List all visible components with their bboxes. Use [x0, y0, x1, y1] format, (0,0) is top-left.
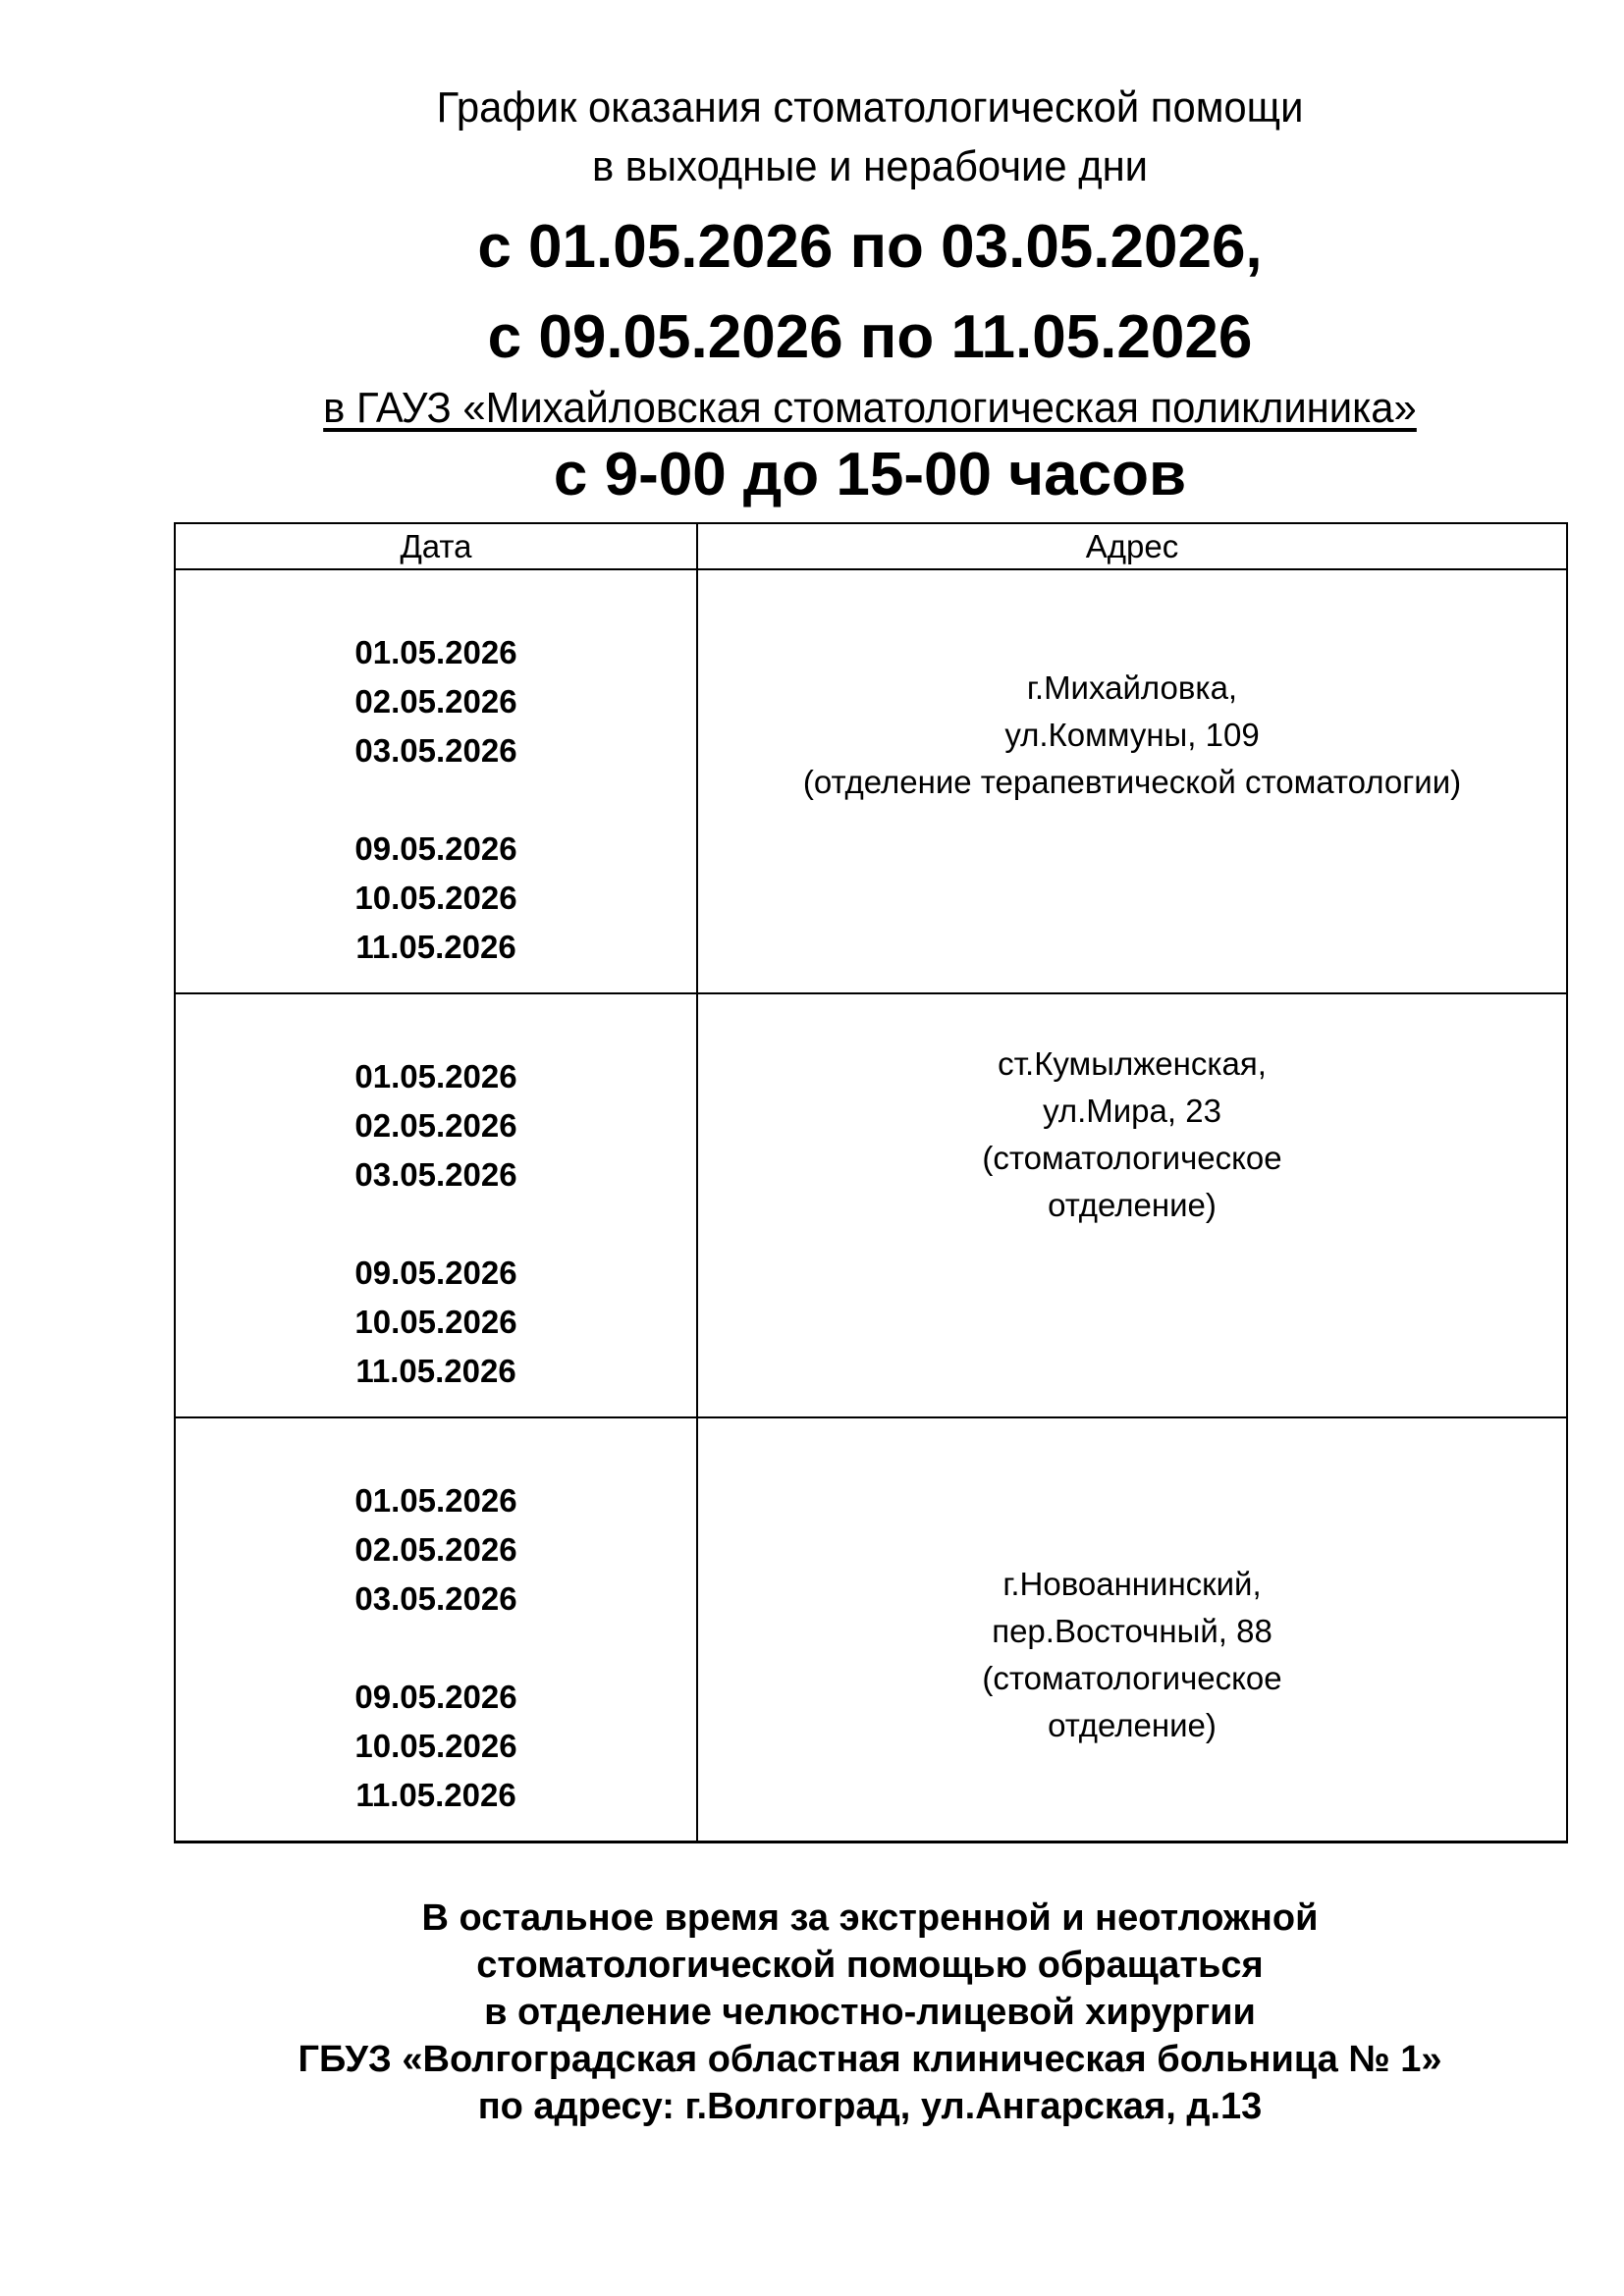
date-line: 10.05.2026	[354, 1304, 517, 1340]
address-line: пер.Восточный, 88	[992, 1613, 1272, 1649]
date-line: 01.05.2026	[354, 634, 517, 670]
address-cell	[697, 1417, 1567, 1842]
address-line: г.Михайловка,	[1026, 669, 1238, 706]
date-line: 09.05.2026	[354, 830, 517, 867]
date-line: 02.05.2026	[354, 1107, 517, 1144]
address-line: ст.Кумылженская,	[998, 1045, 1267, 1082]
date-line: 03.05.2026	[354, 1580, 517, 1617]
working-hours-line: с 9-00 до 15-00 часов	[553, 441, 1187, 508]
date-line: 03.05.2026	[354, 1156, 517, 1193]
date-line: 11.05.2026	[355, 929, 516, 965]
date-line: 01.05.2026	[354, 1058, 517, 1095]
date-line: 10.05.2026	[354, 880, 517, 916]
address-column-header: Адрес	[697, 523, 1567, 569]
schedule-period-line1: с 01.05.2026 по 03.05.2026,	[477, 213, 1263, 281]
address-block	[698, 1510, 1566, 1749]
schedule-period	[174, 202, 1566, 383]
table-row	[175, 993, 1567, 1417]
date-column-header: Дата	[175, 523, 697, 569]
schedule-table	[174, 522, 1568, 1843]
date-line: 10.05.2026	[354, 1728, 517, 1764]
date-line: 11.05.2026	[355, 1777, 516, 1813]
date-cell	[175, 1417, 697, 1842]
page-title-line2: в выходные и нерабочие дни	[591, 142, 1149, 190]
address-line: г.Новоаннинский,	[1002, 1566, 1262, 1602]
date-line: 03.05.2026	[354, 732, 517, 769]
date-line: 02.05.2026	[354, 683, 517, 720]
date-list	[176, 591, 696, 972]
address-line: (стоматологическое	[982, 1660, 1282, 1696]
page-title-line1: График оказания стоматологической помощи	[436, 83, 1304, 132]
footer-note	[174, 1895, 1566, 2130]
address-line: (стоматологическое	[982, 1140, 1282, 1176]
date-line: 09.05.2026	[354, 1679, 517, 1715]
date-group-gap	[176, 775, 696, 825]
footer-line: по адресу: г.Волгоград, ул.Ангарская, д.13	[477, 2086, 1263, 2127]
address-line: отделение)	[1048, 1187, 1217, 1223]
date-cell	[175, 993, 697, 1417]
date-line: 09.05.2026	[354, 1255, 517, 1291]
date-list	[176, 1439, 696, 1820]
address-block	[698, 665, 1566, 898]
date-list	[176, 1015, 696, 1396]
table-header-row	[175, 523, 1567, 569]
address-line: ул.Коммуны, 109	[1004, 717, 1260, 753]
address-line: ул.Мира, 23	[1043, 1093, 1221, 1129]
address-cell	[697, 569, 1567, 993]
date-line: 02.05.2026	[354, 1531, 517, 1568]
organization-line: в ГАУЗ «Михайловская стоматологическая поликлиника»	[323, 384, 1417, 432]
address-cell	[697, 993, 1567, 1417]
footer-line: в отделение челюстно-лицевой хирургии	[484, 1992, 1256, 2033]
table-row	[175, 1417, 1567, 1842]
footer-line: В остальное время за экстренной и неотложной	[421, 1897, 1319, 1939]
address-line: (отделение терапевтической стоматологии)	[802, 764, 1462, 800]
footer-line: ГБУЗ «Волгоградская областная клиническая больница № 1»	[298, 2039, 1442, 2080]
schedule-period-line2: с 09.05.2026 по 11.05.2026	[487, 303, 1253, 371]
date-cell	[175, 569, 697, 993]
page-title	[208, 79, 1531, 196]
footer-line: стоматологической помощью обращаться	[476, 1945, 1264, 1986]
document-content	[174, 0, 1566, 2130]
address-line: отделение)	[1048, 1707, 1217, 1743]
address-block	[698, 1041, 1566, 1370]
date-line: 01.05.2026	[354, 1482, 517, 1519]
date-group-gap	[176, 1624, 696, 1673]
date-line: 11.05.2026	[355, 1353, 516, 1389]
date-group-gap	[176, 1200, 696, 1249]
table-row	[175, 569, 1567, 993]
